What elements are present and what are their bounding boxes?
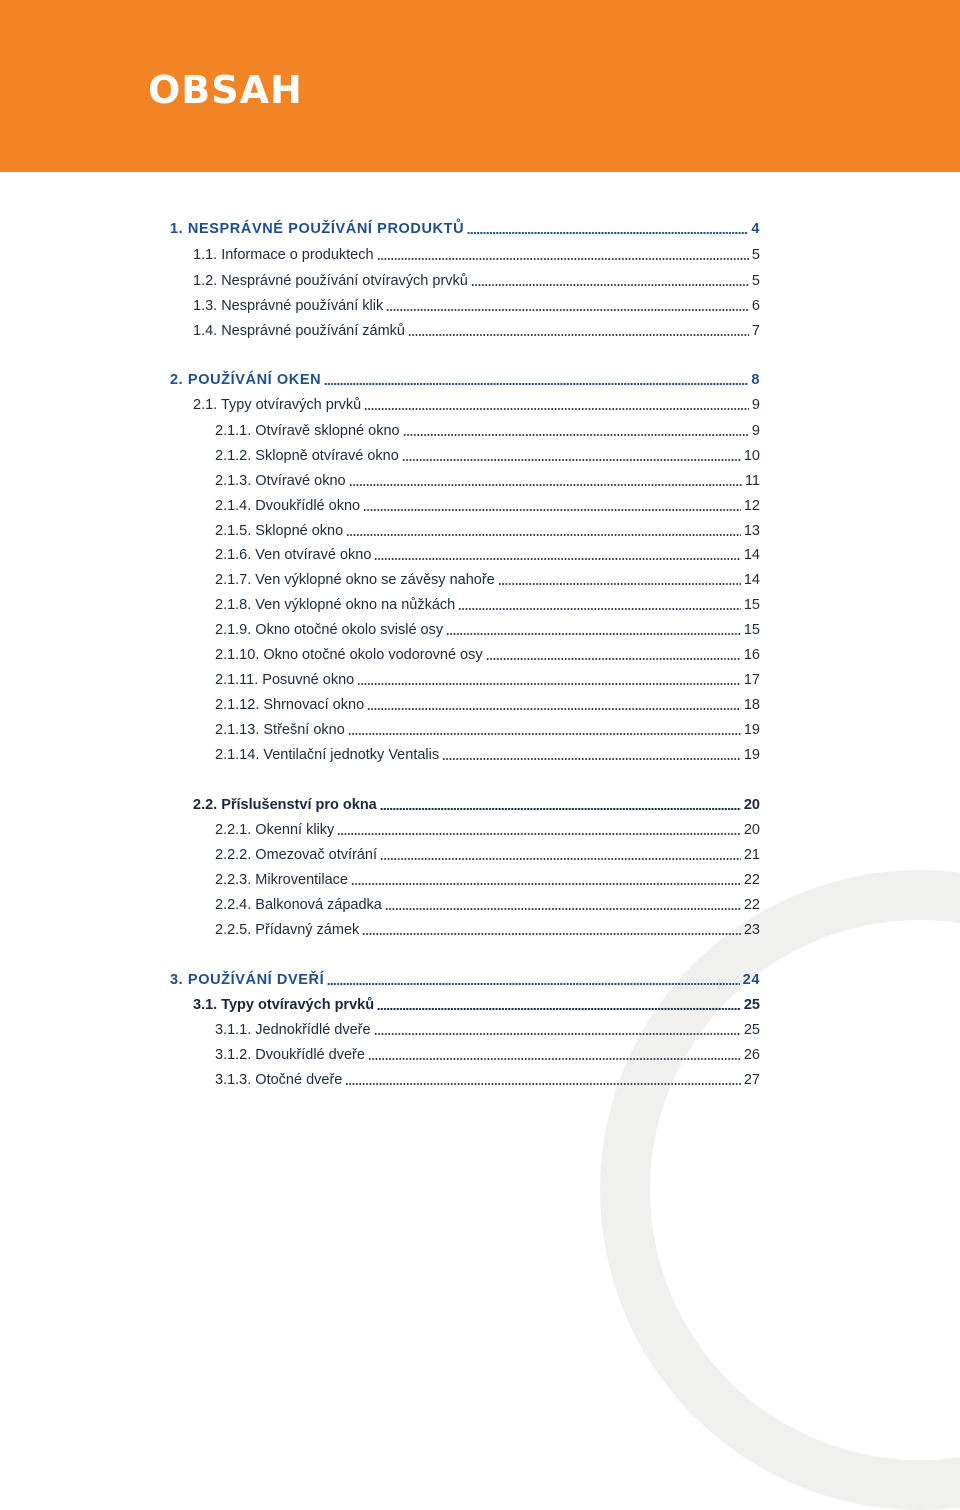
toc-entry-label: 1.4. Nesprávné používání zámků bbox=[193, 323, 405, 339]
dot-leader bbox=[386, 308, 749, 312]
dot-leader bbox=[403, 433, 749, 437]
toc-entry[interactable] bbox=[170, 969, 760, 991]
toc-entry[interactable] bbox=[215, 520, 760, 542]
toc-entry[interactable] bbox=[215, 495, 760, 517]
toc-entry[interactable] bbox=[215, 869, 760, 891]
dot-leader bbox=[471, 283, 749, 287]
toc-entry[interactable] bbox=[215, 894, 760, 916]
dot-leader bbox=[402, 458, 741, 462]
dot-leader bbox=[337, 832, 741, 836]
toc-entry-page: 8 bbox=[751, 372, 760, 388]
toc-entry[interactable] bbox=[215, 1069, 760, 1091]
toc-entry-page: 11 bbox=[744, 473, 760, 489]
toc-entry-label: 3. POUŽÍVÁNÍ DVEŘÍ bbox=[170, 972, 325, 988]
toc-entry[interactable] bbox=[215, 445, 760, 467]
toc-entry[interactable] bbox=[215, 719, 760, 741]
toc-entry-page: 15 bbox=[743, 622, 760, 638]
toc-entry[interactable] bbox=[215, 1019, 760, 1041]
toc-entry-label: 1.1. Informace o produktech bbox=[193, 247, 374, 263]
toc-entry-page: 14 bbox=[743, 547, 760, 563]
toc-entry-page: 4 bbox=[751, 221, 760, 237]
dot-leader bbox=[446, 632, 741, 636]
dot-leader bbox=[345, 1082, 741, 1086]
toc-entry-label: 1.3. Nesprávné používání klik bbox=[193, 298, 384, 314]
toc-entry-page: 20 bbox=[743, 822, 760, 838]
toc-entry[interactable] bbox=[215, 1044, 760, 1066]
toc-entry[interactable] bbox=[193, 244, 760, 266]
toc-entry-page: 5 bbox=[751, 273, 760, 289]
toc-entry[interactable] bbox=[215, 544, 760, 566]
toc-entry[interactable] bbox=[215, 744, 760, 766]
toc-entry-page: 9 bbox=[751, 397, 760, 413]
dot-leader bbox=[377, 257, 749, 261]
dot-leader bbox=[380, 807, 741, 811]
toc-entry[interactable] bbox=[215, 470, 760, 492]
dot-leader bbox=[486, 657, 741, 661]
toc-entry-page: 12 bbox=[743, 498, 760, 514]
toc-entry[interactable] bbox=[193, 794, 760, 816]
dot-leader bbox=[380, 857, 741, 861]
toc-entry-label: 2.1.6. Ven otvíravé okno bbox=[215, 547, 372, 563]
toc-entry-page: 18 bbox=[743, 697, 760, 713]
dot-leader bbox=[385, 907, 741, 911]
toc-entry[interactable] bbox=[215, 619, 760, 641]
toc-entry-label: 2. POUŽÍVÁNÍ OKEN bbox=[170, 372, 322, 388]
dot-leader bbox=[363, 508, 741, 512]
dot-leader bbox=[349, 483, 742, 487]
toc-entry-page: 14 bbox=[743, 572, 760, 588]
toc-entry[interactable] bbox=[215, 420, 760, 442]
toc-entry-page: 16 bbox=[743, 647, 760, 663]
dot-leader bbox=[324, 382, 748, 386]
dot-leader bbox=[327, 982, 739, 986]
toc-entry-label: 1.2. Nesprávné používání otvíravých prvků bbox=[193, 273, 468, 289]
toc-entry-page: 27 bbox=[743, 1072, 760, 1088]
toc-entry-label: 2.2.2. Omezovač otvírání bbox=[215, 847, 377, 863]
toc-entry-page: 25 bbox=[743, 1022, 760, 1038]
dot-leader bbox=[367, 707, 741, 711]
toc-entry[interactable] bbox=[170, 218, 760, 240]
toc-entry-label: 2.1.12. Shrnovací okno bbox=[215, 697, 365, 713]
toc-entry[interactable] bbox=[170, 369, 760, 391]
toc-entry-label: 2.1. Typy otvíravých prvků bbox=[193, 397, 362, 413]
toc-entry-label: 2.1.13. Střešní okno bbox=[215, 722, 345, 738]
toc-entry-label: 2.2.5. Přídavný zámek bbox=[215, 922, 360, 938]
toc-entry-label: 2.1.11. Posuvné okno bbox=[215, 672, 355, 688]
dot-leader bbox=[348, 732, 741, 736]
toc-entry[interactable] bbox=[215, 594, 760, 616]
toc-entry-label: 3.1. Typy otvíravých prvků bbox=[193, 997, 375, 1013]
toc-entry-page: 15 bbox=[743, 597, 760, 613]
toc-entry-label: 2.1.4. Dvoukřídlé okno bbox=[215, 498, 361, 514]
toc-entry[interactable] bbox=[193, 994, 760, 1016]
toc-entry-label: 2.1.10. Okno otočné okolo vodorovné osy bbox=[215, 647, 483, 663]
toc-entry-label: 2.1.9. Okno otočné okolo svislé osy bbox=[215, 622, 444, 638]
toc-entry-page: 9 bbox=[751, 423, 760, 439]
dot-leader bbox=[362, 932, 741, 936]
dot-leader bbox=[357, 682, 741, 686]
toc-entry[interactable] bbox=[215, 844, 760, 866]
toc-entry-page: 6 bbox=[751, 298, 760, 314]
toc-entry-label: 2.1.14. Ventilační jednotky Ventalis bbox=[215, 747, 440, 763]
toc-entry[interactable] bbox=[193, 270, 760, 292]
toc-entry-label: 3.1.3. Otočné dveře bbox=[215, 1072, 343, 1088]
toc-entry-page: 7 bbox=[751, 323, 760, 339]
toc-entry-page: 19 bbox=[743, 722, 760, 738]
toc-entry-page: 19 bbox=[743, 747, 760, 763]
toc-entry-page: 23 bbox=[743, 922, 760, 938]
dot-leader bbox=[368, 1057, 741, 1061]
toc-entry-page: 24 bbox=[742, 972, 760, 988]
toc-entry[interactable] bbox=[215, 819, 760, 841]
dot-leader bbox=[498, 582, 741, 586]
toc-entry-label: 2.2. Příslušenství pro okna bbox=[193, 797, 377, 813]
toc-entry-page: 13 bbox=[743, 523, 760, 539]
toc-entry[interactable] bbox=[193, 394, 760, 416]
dot-leader bbox=[377, 1007, 741, 1011]
dot-leader bbox=[442, 757, 741, 761]
toc-entry[interactable] bbox=[193, 320, 760, 342]
toc-entry[interactable] bbox=[215, 569, 760, 591]
toc-entry-page: 17 bbox=[743, 672, 760, 688]
toc-entry[interactable] bbox=[193, 295, 760, 317]
toc-entry-label: 2.1.1. Otvíravě sklopné okno bbox=[215, 423, 400, 439]
toc-entry-label: 2.1.3. Otvíravé okno bbox=[215, 473, 346, 489]
toc-entry-label: 2.1.8. Ven výklopné okno na nůžkách bbox=[215, 597, 456, 613]
toc-entry-label: 2.1.5. Sklopné okno bbox=[215, 523, 344, 539]
dot-leader bbox=[408, 333, 749, 337]
toc-entry-page: 21 bbox=[743, 847, 760, 863]
toc-entry-page: 10 bbox=[743, 448, 760, 464]
toc-entry-label: 2.1.2. Sklopně otvíravé okno bbox=[215, 448, 399, 464]
dot-leader bbox=[458, 607, 741, 611]
toc-entry-page: 26 bbox=[743, 1047, 760, 1063]
dot-leader bbox=[467, 231, 748, 235]
dot-leader bbox=[346, 533, 741, 537]
dot-leader bbox=[374, 557, 740, 561]
toc-entry-label: 3.1.1. Jednokřídlé dveře bbox=[215, 1022, 371, 1038]
toc-entry-label: 1. NESPRÁVNÉ POUŽÍVÁNÍ PRODUKTŮ bbox=[170, 221, 465, 237]
toc-entry[interactable] bbox=[215, 694, 760, 716]
toc-entry-label: 2.2.3. Mikroventilace bbox=[215, 872, 348, 888]
page-title: OBSAH bbox=[148, 68, 303, 112]
toc-entry-page: 22 bbox=[743, 897, 760, 913]
toc-entry-label: 3.1.2. Dvoukřídlé dveře bbox=[215, 1047, 365, 1063]
toc-entry[interactable] bbox=[215, 669, 760, 691]
dot-leader bbox=[364, 407, 749, 411]
toc-entry[interactable] bbox=[215, 644, 760, 666]
toc-entry-label: 2.2.4. Balkonová západka bbox=[215, 897, 382, 913]
toc-entry-page: 5 bbox=[751, 247, 760, 263]
toc-entry-page: 20 bbox=[743, 797, 760, 813]
toc-entry[interactable] bbox=[215, 919, 760, 941]
toc-entry-label: 2.1.7. Ven výklopné okno se závěsy nahoře bbox=[215, 572, 495, 588]
dot-leader bbox=[351, 882, 741, 886]
dot-leader bbox=[374, 1032, 741, 1036]
toc-entry-page: 25 bbox=[743, 997, 760, 1013]
toc-entry-page: 22 bbox=[743, 872, 760, 888]
toc-entry-label: 2.2.1. Okenní kliky bbox=[215, 822, 335, 838]
